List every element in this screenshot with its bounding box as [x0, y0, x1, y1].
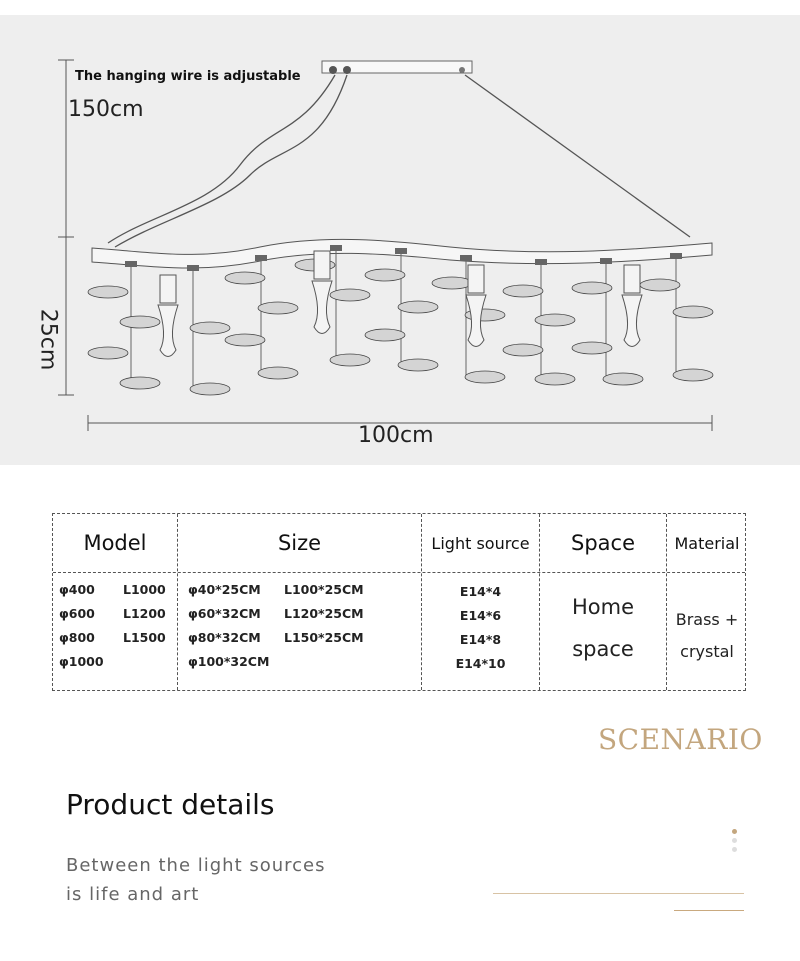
model-length: L1000 — [123, 582, 166, 597]
model-diameter: φ1000 — [59, 654, 104, 669]
material-header: Material — [674, 533, 740, 553]
decorative-line — [674, 910, 744, 911]
body-height-dimension: 25cm — [35, 308, 61, 371]
size-linear — [284, 652, 424, 671]
space-value — [540, 586, 666, 670]
model-length: L1500 — [123, 630, 166, 645]
tagline-line-2: is life and art — [66, 884, 200, 905]
material-line: crystal — [680, 642, 734, 661]
decorative-dots — [732, 829, 737, 856]
product-dimension-diagram — [0, 15, 800, 465]
light-source-value: E14*10 — [455, 656, 506, 671]
model-diameter: φ800 — [59, 630, 95, 645]
size-round: φ80*32CM — [188, 630, 261, 645]
light-source-value: E14*8 — [459, 632, 502, 647]
light-source-list — [422, 580, 539, 676]
dot — [732, 847, 737, 852]
size-linear: L100*25CM — [284, 582, 364, 597]
model-diameter: φ400 — [59, 582, 95, 597]
dot — [732, 838, 737, 843]
wire-adjustable-note: The hanging wire is adjustable — [75, 69, 301, 84]
size-round: φ100*32CM — [188, 654, 270, 669]
model-length — [123, 652, 183, 671]
material-value — [667, 604, 747, 668]
size-round: φ40*25CM — [188, 582, 261, 597]
space-header: Space — [571, 531, 635, 555]
light-source-header: Light source — [431, 533, 530, 553]
space-column — [539, 514, 666, 690]
model-diameter: φ600 — [59, 606, 95, 621]
model-header: Model — [83, 531, 147, 555]
size-column — [177, 514, 421, 690]
scenario-label: SCENARIO — [598, 723, 763, 756]
light-source-value: E14*4 — [459, 584, 502, 599]
wire-height-dimension: 150cm — [68, 97, 144, 122]
specification-table — [52, 513, 746, 691]
model-list — [59, 580, 173, 671]
size-linear: L120*25CM — [284, 606, 364, 621]
length-dimension: 100cm — [358, 423, 434, 448]
material-column — [666, 514, 747, 690]
size-round: φ60*32CM — [188, 606, 261, 621]
space-line: Home — [571, 595, 634, 619]
tagline-line-1: Between the light sources — [66, 855, 326, 876]
size-list — [188, 580, 417, 671]
light-source-value: E14*6 — [459, 608, 502, 623]
size-header: Size — [277, 531, 322, 555]
model-column — [53, 514, 177, 690]
size-linear: L150*25CM — [284, 630, 364, 645]
product-details-title: Product details — [66, 788, 275, 821]
dot — [732, 829, 737, 834]
decorative-line — [493, 893, 744, 894]
model-length: L1200 — [123, 606, 166, 621]
material-line: Brass + — [675, 610, 739, 629]
space-line: space — [572, 637, 634, 661]
light-source-column — [421, 514, 539, 690]
